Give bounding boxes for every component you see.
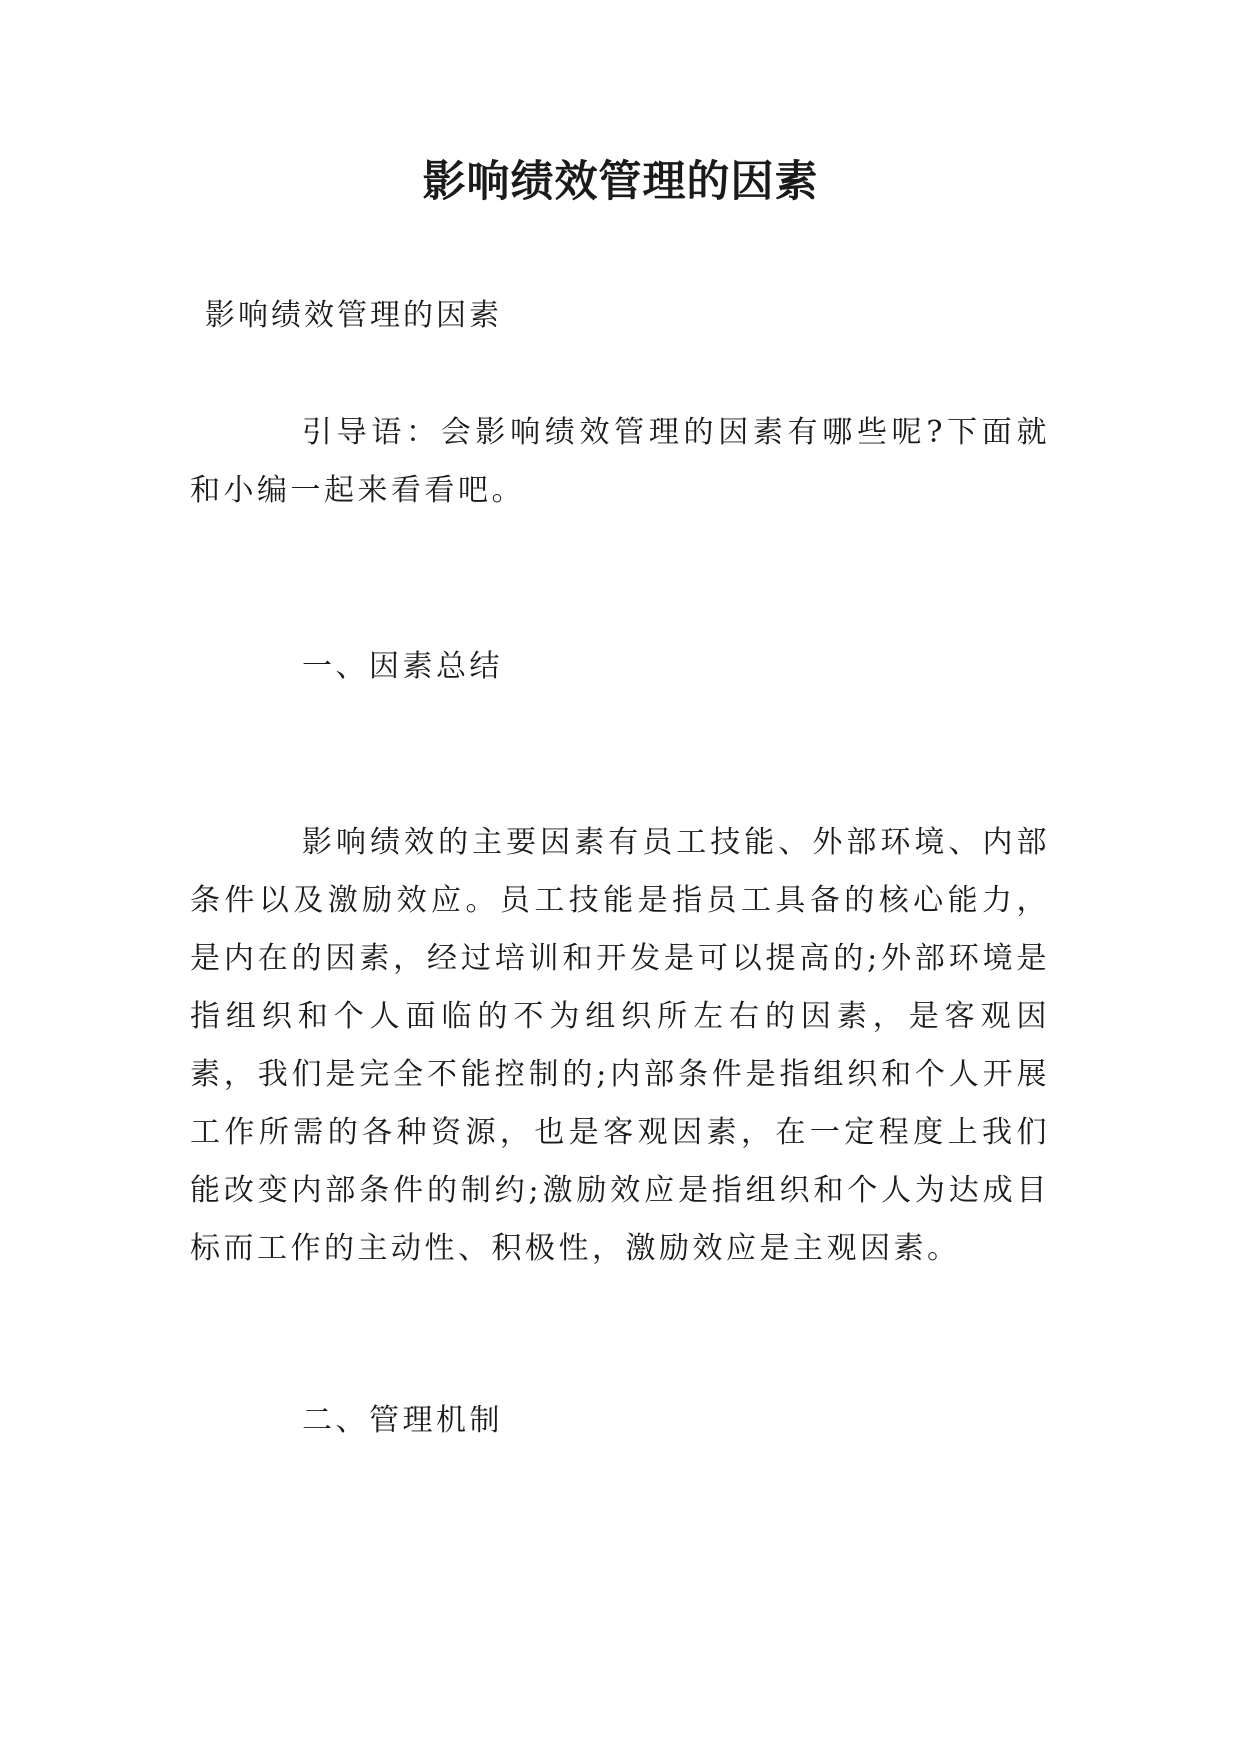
intro-paragraph: 引导语：会影响绩效管理的因素有哪些呢?下面就和小编一起来看看吧。 xyxy=(190,415,1050,508)
section-heading-2: 二、管理机制 xyxy=(302,1403,503,1438)
section-body-1: 影响绩效的主要因素有员工技能、外部环境、内部条件以及激励效应。员工技能是指员工具备的核心能力，是内在的因素，经过培训和开发是可以提高的;外部环境是指组织和个人面临的不为组织所左右的因素，是客观因素，我们是完全不能控制的;内部条件是指组织和个人开展工作所需的各种资源，也是客观因素，在一定程度上我们能改变内部条件的制约;激励效应是指组织和个人为达成目标而工作的主动性、积极性，激励效应是主观因素。 xyxy=(190,825,1050,1266)
document-subtitle: 影响绩效管理的因素 xyxy=(205,298,502,333)
section-heading-1: 一、因素总结 xyxy=(302,649,503,684)
document-title: 影响绩效管理的因素 xyxy=(422,157,819,207)
